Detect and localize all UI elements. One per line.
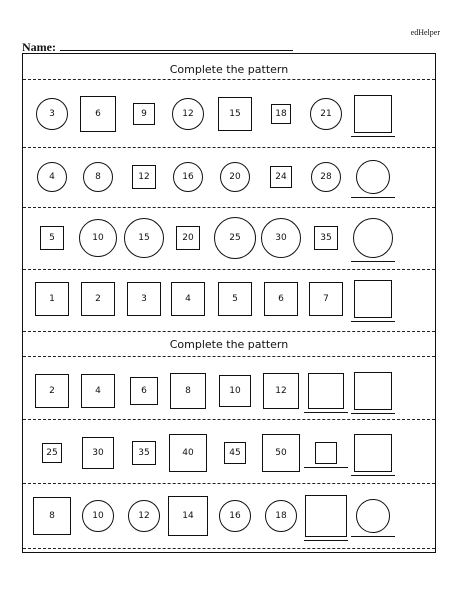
- answer-underline: [351, 321, 395, 322]
- pattern-square: 2: [81, 282, 115, 316]
- answer-square[interactable]: [315, 442, 337, 464]
- pattern-square: 8: [33, 497, 71, 535]
- row-divider: [23, 483, 435, 484]
- pattern-circle: 10: [79, 219, 117, 257]
- row-divider: [23, 207, 435, 208]
- pattern-square: 35: [132, 441, 156, 465]
- pattern-square: 15: [218, 97, 252, 131]
- answer-underline: [351, 475, 395, 476]
- answer-underline: [304, 412, 348, 413]
- row-divider: [23, 269, 435, 270]
- pattern-square: 24: [270, 166, 292, 188]
- pattern-square: 12: [263, 373, 299, 409]
- name-label: Name:: [22, 40, 56, 54]
- brand-label: edHelper: [410, 28, 440, 37]
- pattern-square: 18: [271, 104, 291, 124]
- answer-underline: [351, 136, 395, 137]
- pattern-circle: 15: [124, 218, 164, 258]
- pattern-square: 3: [127, 282, 161, 316]
- pattern-circle: 30: [261, 218, 301, 258]
- answer-underline: [304, 467, 348, 468]
- pattern-square: 40: [169, 434, 207, 472]
- pattern-circle: 4: [37, 162, 67, 192]
- pattern-circle: 12: [172, 98, 204, 130]
- pattern-circle: 25: [214, 217, 256, 259]
- answer-square[interactable]: [354, 434, 392, 472]
- answer-square[interactable]: [354, 280, 392, 318]
- section-title-divider: [23, 79, 435, 80]
- row-divider: [23, 419, 435, 420]
- pattern-circle: 8: [83, 162, 113, 192]
- pattern-square: 12: [132, 165, 156, 189]
- answer-underline: [304, 540, 348, 541]
- pattern-square: 30: [82, 437, 114, 469]
- pattern-square: 9: [133, 103, 155, 125]
- pattern-circle: 28: [311, 162, 341, 192]
- answer-square[interactable]: [354, 372, 392, 410]
- pattern-square: 2: [35, 374, 69, 408]
- row-divider: [23, 331, 435, 332]
- pattern-circle: 18: [265, 500, 297, 532]
- pattern-square: 50: [262, 434, 300, 472]
- pattern-square: 7: [309, 282, 343, 316]
- answer-underline: [351, 536, 395, 537]
- answer-circle[interactable]: [356, 160, 390, 194]
- pattern-square: 6: [264, 282, 298, 316]
- pattern-square: 25: [42, 443, 62, 463]
- pattern-square: 6: [130, 377, 158, 405]
- name-input-line[interactable]: [60, 40, 293, 51]
- section-title: Complete the pattern: [169, 63, 289, 76]
- answer-square[interactable]: [354, 95, 392, 133]
- pattern-circle: 3: [36, 98, 68, 130]
- row-divider: [23, 548, 435, 549]
- pattern-circle: 21: [310, 98, 342, 130]
- pattern-square: 4: [171, 282, 205, 316]
- pattern-square: 10: [219, 375, 251, 407]
- pattern-square: 8: [170, 373, 206, 409]
- pattern-circle: 16: [219, 500, 251, 532]
- pattern-circle: 12: [128, 500, 160, 532]
- answer-circle[interactable]: [353, 218, 393, 258]
- answer-underline: [351, 261, 395, 262]
- pattern-square: 5: [40, 226, 64, 250]
- answer-square[interactable]: [308, 373, 344, 409]
- pattern-square: 20: [176, 226, 200, 250]
- pattern-square: 14: [168, 496, 208, 536]
- pattern-square: 5: [218, 282, 252, 316]
- worksheet: [22, 53, 436, 553]
- pattern-square: 1: [35, 282, 69, 316]
- pattern-circle: 20: [220, 162, 250, 192]
- pattern-square: 35: [314, 226, 338, 250]
- pattern-square: 45: [224, 442, 246, 464]
- answer-square[interactable]: [305, 495, 347, 537]
- pattern-square: 4: [81, 374, 115, 408]
- answer-underline: [351, 413, 395, 414]
- section-title: Complete the pattern: [169, 338, 289, 351]
- pattern-circle: 16: [173, 162, 203, 192]
- answer-circle[interactable]: [356, 499, 390, 533]
- answer-underline: [351, 197, 395, 198]
- pattern-square: 6: [80, 96, 116, 132]
- row-divider: [23, 147, 435, 148]
- section-title-divider: [23, 356, 435, 357]
- pattern-circle: 10: [82, 500, 114, 532]
